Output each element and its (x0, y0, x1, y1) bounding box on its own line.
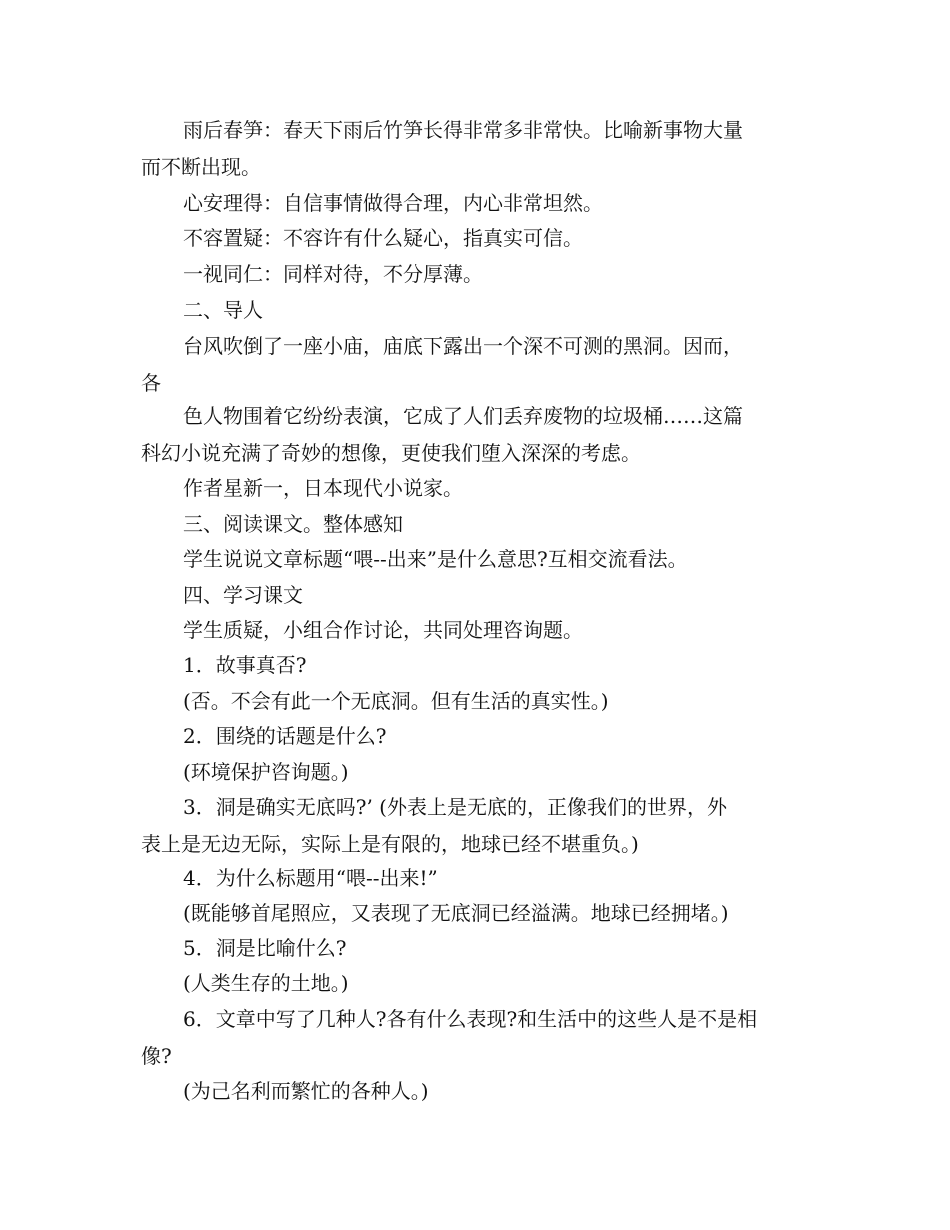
text-line: 四、学习课文 (183, 583, 303, 607)
paragraph-idiom-yishitongren (141, 256, 813, 293)
question-answer-3 (141, 789, 813, 863)
text-line: 台风吹倒了一座小庙，庙底下露出一个深不可测的黑洞。因而， (183, 334, 743, 358)
paragraph-intro (141, 328, 813, 402)
text-line: 而不断出现。 (141, 155, 261, 179)
text-line: 4．为什么标题用“喂--出来!” (183, 866, 438, 890)
text-line: (环境保护咨询题。) (183, 760, 349, 784)
text-line: 6．文章中写了几种人?各有什么表现?和生活中的这些人是不是相 (183, 1007, 758, 1031)
text-line: (否。不会有此一个无底洞。但有生活的真实性。) (183, 689, 609, 713)
section-heading-3 (141, 506, 813, 543)
answer-5 (141, 965, 813, 1002)
paragraph-intro-continued (141, 398, 813, 472)
paragraph-group-work (141, 612, 813, 649)
question-1 (141, 647, 813, 684)
text-line: 1．故事真否? (183, 653, 307, 677)
text-line: 3．洞是确实无底吗?’ (外表上是无底的，正像我们的世界，外 (183, 795, 727, 819)
text-line: 像? (141, 1044, 172, 1068)
text-line: 三、阅读课文。整体感知 (183, 512, 403, 536)
text-line: (既能够首尾照应，又表现了无底洞已经溢满。地球已经拥堵。) (183, 901, 729, 925)
text-line: 雨后春笋：春天下雨后竹笋长得非常多非常快。比喻新事物大量 (183, 118, 743, 142)
section-heading-4 (141, 577, 813, 614)
text-line: 学生质疑，小组合作讨论，共同处理咨询题。 (183, 618, 583, 642)
text-line: 5．洞是比喻什么? (183, 936, 347, 960)
answer-1 (141, 683, 813, 720)
text-line: 各 (141, 371, 161, 395)
paragraph-idiom-yuhouchunsun (141, 112, 813, 186)
paragraph-idiom-burongzhiyi (141, 220, 813, 257)
text-line: 表上是无边无际，实际上是有限的，地球已经不堪重负。) (141, 832, 639, 856)
paragraph-title-discussion (141, 541, 813, 578)
text-line: 2．围绕的话题是什么? (183, 724, 387, 748)
text-line: 一视同仁：同样对待，不分厚薄。 (183, 262, 483, 286)
answer-4 (141, 895, 813, 932)
text-line: 不容置疑：不容许有什么疑心，指真实可信。 (183, 226, 583, 250)
paragraph-idiom-xinanlide (141, 185, 813, 222)
question-5 (141, 930, 813, 967)
section-heading-2 (141, 292, 813, 329)
paragraph-author (141, 470, 813, 507)
text-line: 学生说说文章标题“喂--出来”是什么意思?互相交流看法。 (183, 547, 688, 571)
text-line: (为己名利而繁忙的各种人。) (183, 1079, 429, 1103)
text-line: 心安理得：自信事情做得合理，内心非常坦然。 (183, 191, 603, 215)
question-4 (141, 860, 813, 897)
question-2 (141, 718, 813, 755)
text-line: 作者星新一，日本现代小说家。 (183, 476, 463, 500)
text-line: (人类生存的土地。) (183, 971, 349, 995)
text-line: 科幻小说充满了奇妙的想像，更使我们堕入深深的考虑。 (141, 441, 641, 465)
question-6 (141, 1001, 813, 1075)
answer-6 (141, 1073, 813, 1110)
text-line: 色人物围着它纷纷表演，它成了人们丢弃废物的垃圾桶……这篇 (183, 404, 743, 428)
answer-2 (141, 754, 813, 791)
text-line: 二、导人 (183, 298, 263, 322)
